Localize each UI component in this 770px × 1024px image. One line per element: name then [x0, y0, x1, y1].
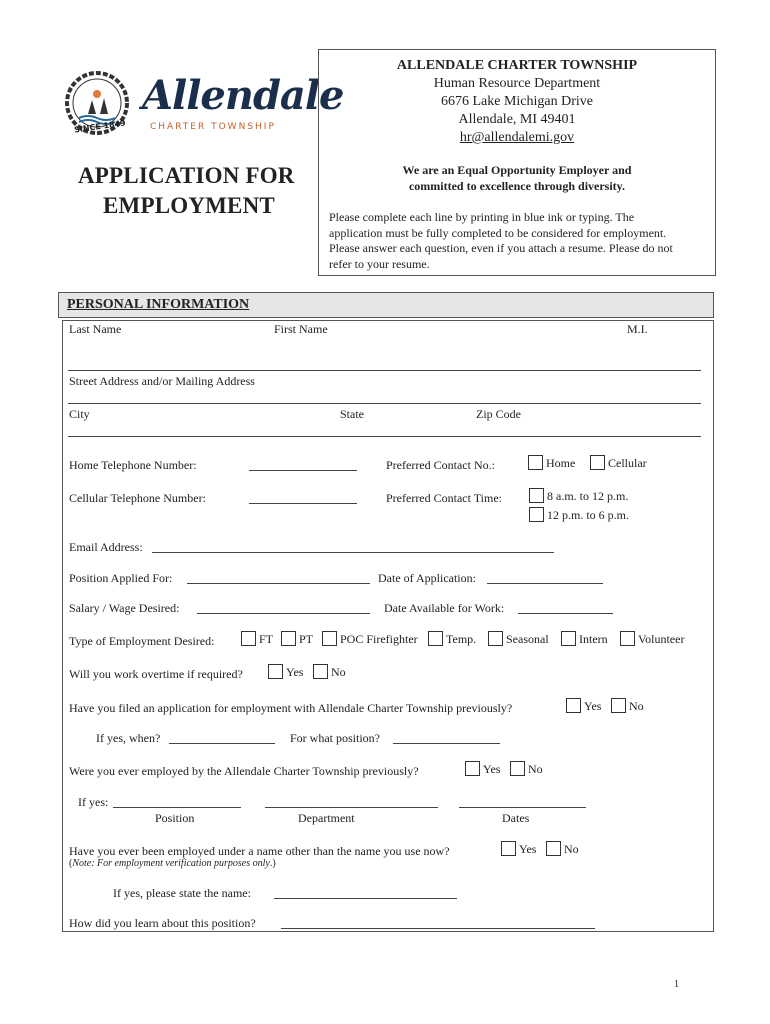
email-input[interactable]: [152, 542, 554, 553]
how-learn-input[interactable]: [281, 918, 595, 929]
verification-note: [69, 858, 276, 869]
ft-label: FT: [259, 632, 274, 646]
prev-applied-yes-label: Yes: [584, 699, 602, 713]
instructions-line: application must be fully completed to be considered for employment.: [329, 225, 667, 240]
prev-applied-yes-checkbox[interactable]: [566, 698, 581, 713]
temp-checkbox[interactable]: [428, 631, 443, 646]
city-state-zip-input-line[interactable]: [68, 436, 701, 437]
cell-phone-input[interactable]: [249, 493, 357, 504]
eeo-statement-2: committed to excellence through diversity.: [408, 179, 626, 193]
org-department: Human Resource Department: [433, 76, 601, 91]
home-phone-input[interactable]: [249, 460, 357, 471]
date-application-input[interactable]: [487, 573, 603, 584]
township-logo: [64, 70, 344, 150]
intern-checkbox[interactable]: [561, 631, 576, 646]
state-name-label: If yes, please state the name:: [113, 886, 251, 900]
prev-employed-yes-checkbox[interactable]: [465, 761, 480, 776]
how-learn-label: How did you learn about this position?: [69, 916, 256, 930]
overtime-yes-label: Yes: [286, 665, 304, 679]
time-12-6-label: 12 p.m. to 6 p.m.: [547, 508, 630, 522]
page-number: 1: [674, 979, 679, 990]
note-text: Note: For employment verification purposes only: [72, 858, 270, 869]
prev-dates-input[interactable]: [459, 797, 586, 808]
salary-input[interactable]: [197, 603, 370, 614]
state-name-input[interactable]: [274, 888, 457, 899]
city-label: City: [69, 407, 90, 421]
state-label: State: [340, 407, 364, 421]
page-title-line2: EMPLOYMENT: [103, 193, 275, 218]
other-name-no-label: No: [564, 842, 579, 856]
last-name-label: Last Name: [69, 322, 122, 336]
prev-employed-no-checkbox[interactable]: [510, 761, 525, 776]
prev-employed-yes-label: Yes: [483, 762, 501, 776]
other-name-yes-label: Yes: [519, 842, 537, 856]
time-8-12-label: 8 a.m. to 12 p.m.: [547, 489, 629, 503]
personal-info-form: [62, 320, 714, 932]
zip-label: Zip Code: [476, 407, 521, 421]
mi-label: M.I.: [627, 322, 648, 336]
eeo-statement-1: We are an Equal Opportunity Employer and: [402, 163, 632, 177]
logo-subtitle: CHARTER TOWNSHIP: [150, 122, 276, 132]
home-phone-label: Home Telephone Number:: [69, 458, 197, 472]
prev-employed-question: Were you ever employed by the Allendale Charter Township previously?: [69, 764, 419, 778]
prev-employed-no-label: No: [528, 762, 543, 776]
position-applied-input[interactable]: [187, 573, 370, 584]
org-name: ALLENDALE CHARTER TOWNSHIP: [396, 58, 638, 73]
prev-applied-no-label: No: [629, 699, 644, 713]
section-title: PERSONAL INFORMATION: [67, 297, 250, 312]
poc-firefighter-checkbox[interactable]: [322, 631, 337, 646]
home-checkbox[interactable]: [528, 455, 543, 470]
for-what-position-input[interactable]: [393, 733, 500, 744]
position-column-label: Position: [155, 811, 195, 825]
for-what-position-label: For what position?: [290, 731, 380, 745]
overtime-no-label: No: [331, 665, 346, 679]
name-input-line[interactable]: [68, 370, 701, 371]
section-header: [58, 292, 714, 318]
date-application-label: Date of Application:: [378, 571, 476, 585]
temp-label: Temp.: [446, 632, 477, 646]
note-close-paren: .): [269, 858, 276, 869]
date-available-input[interactable]: [518, 603, 613, 614]
prev-department-input[interactable]: [265, 797, 438, 808]
logo-script-name: Allendale: [142, 72, 344, 119]
overtime-yes-checkbox[interactable]: [268, 664, 283, 679]
cell-phone-label: Cellular Telephone Number:: [69, 491, 206, 505]
cellular-checkbox[interactable]: [590, 455, 605, 470]
seal-since-text: SINCE 1849: [73, 118, 127, 135]
email-label: Email Address:: [69, 540, 143, 554]
prev-position-input[interactable]: [113, 797, 241, 808]
pt-checkbox[interactable]: [281, 631, 296, 646]
other-name-question: Have you ever been employed under a name other than the name you use now?: [69, 844, 450, 858]
salary-label: Salary / Wage Desired:: [69, 601, 180, 615]
street-label: Street Address and/or Mailing Address: [69, 374, 255, 388]
type-employment-label: Type of Employment Desired:: [69, 634, 215, 648]
street-input-line[interactable]: [68, 403, 701, 404]
dates-column-label: Dates: [502, 811, 530, 825]
prev-applied-question: Have you filed an application for employment with Allendale Charter Township previously?: [69, 701, 513, 715]
department-column-label: Department: [298, 811, 355, 825]
overtime-no-checkbox[interactable]: [313, 664, 328, 679]
prev-applied-no-checkbox[interactable]: [611, 698, 626, 713]
intern-label: Intern: [579, 632, 608, 646]
org-email-link[interactable]: hr@allendalemi.gov: [459, 130, 575, 145]
pt-label: PT: [299, 632, 314, 646]
instructions-line: Please complete each line by printing in blue ink or typing. The: [329, 210, 635, 224]
org-address1: 6676 Lake Michigan Drive: [440, 94, 593, 109]
note-open-paren: (: [69, 858, 73, 869]
instructions-line: refer to your resume.: [329, 256, 430, 271]
org-address2: Allendale, MI 49401: [458, 112, 576, 127]
if-yes-label: If yes:: [78, 795, 109, 809]
other-name-no-checkbox[interactable]: [546, 841, 561, 856]
other-name-yes-checkbox[interactable]: [501, 841, 516, 856]
time-12-6-checkbox[interactable]: [529, 507, 544, 522]
first-name-label: First Name: [274, 322, 328, 336]
position-applied-label: Position Applied For:: [69, 571, 173, 585]
time-8-12-checkbox[interactable]: [529, 488, 544, 503]
home-option-label: Home: [546, 456, 576, 470]
seasonal-label: Seasonal: [506, 632, 549, 646]
if-yes-when-label: If yes, when?: [96, 731, 161, 745]
volunteer-checkbox[interactable]: [620, 631, 635, 646]
date-available-label: Date Available for Work:: [384, 601, 505, 615]
if-yes-when-input[interactable]: [169, 733, 275, 744]
poc-firefighter-label: POC Firefighter: [340, 632, 418, 646]
header-info-box: [318, 49, 716, 276]
instructions-line: Please answer each question, even if you attach a resume. Please do not: [329, 241, 673, 255]
cellular-option-label: Cellular: [608, 456, 647, 470]
page-title: APPLICATION FOR: [78, 163, 295, 188]
pref-contact-time-label: Preferred Contact Time:: [386, 491, 502, 505]
seasonal-checkbox[interactable]: [488, 631, 503, 646]
ft-checkbox[interactable]: [241, 631, 256, 646]
pref-contact-no-label: Preferred Contact No.:: [386, 458, 495, 472]
volunteer-label: Volunteer: [638, 632, 685, 646]
overtime-question: Will you work overtime if required?: [69, 667, 243, 681]
instructions: [329, 210, 709, 272]
